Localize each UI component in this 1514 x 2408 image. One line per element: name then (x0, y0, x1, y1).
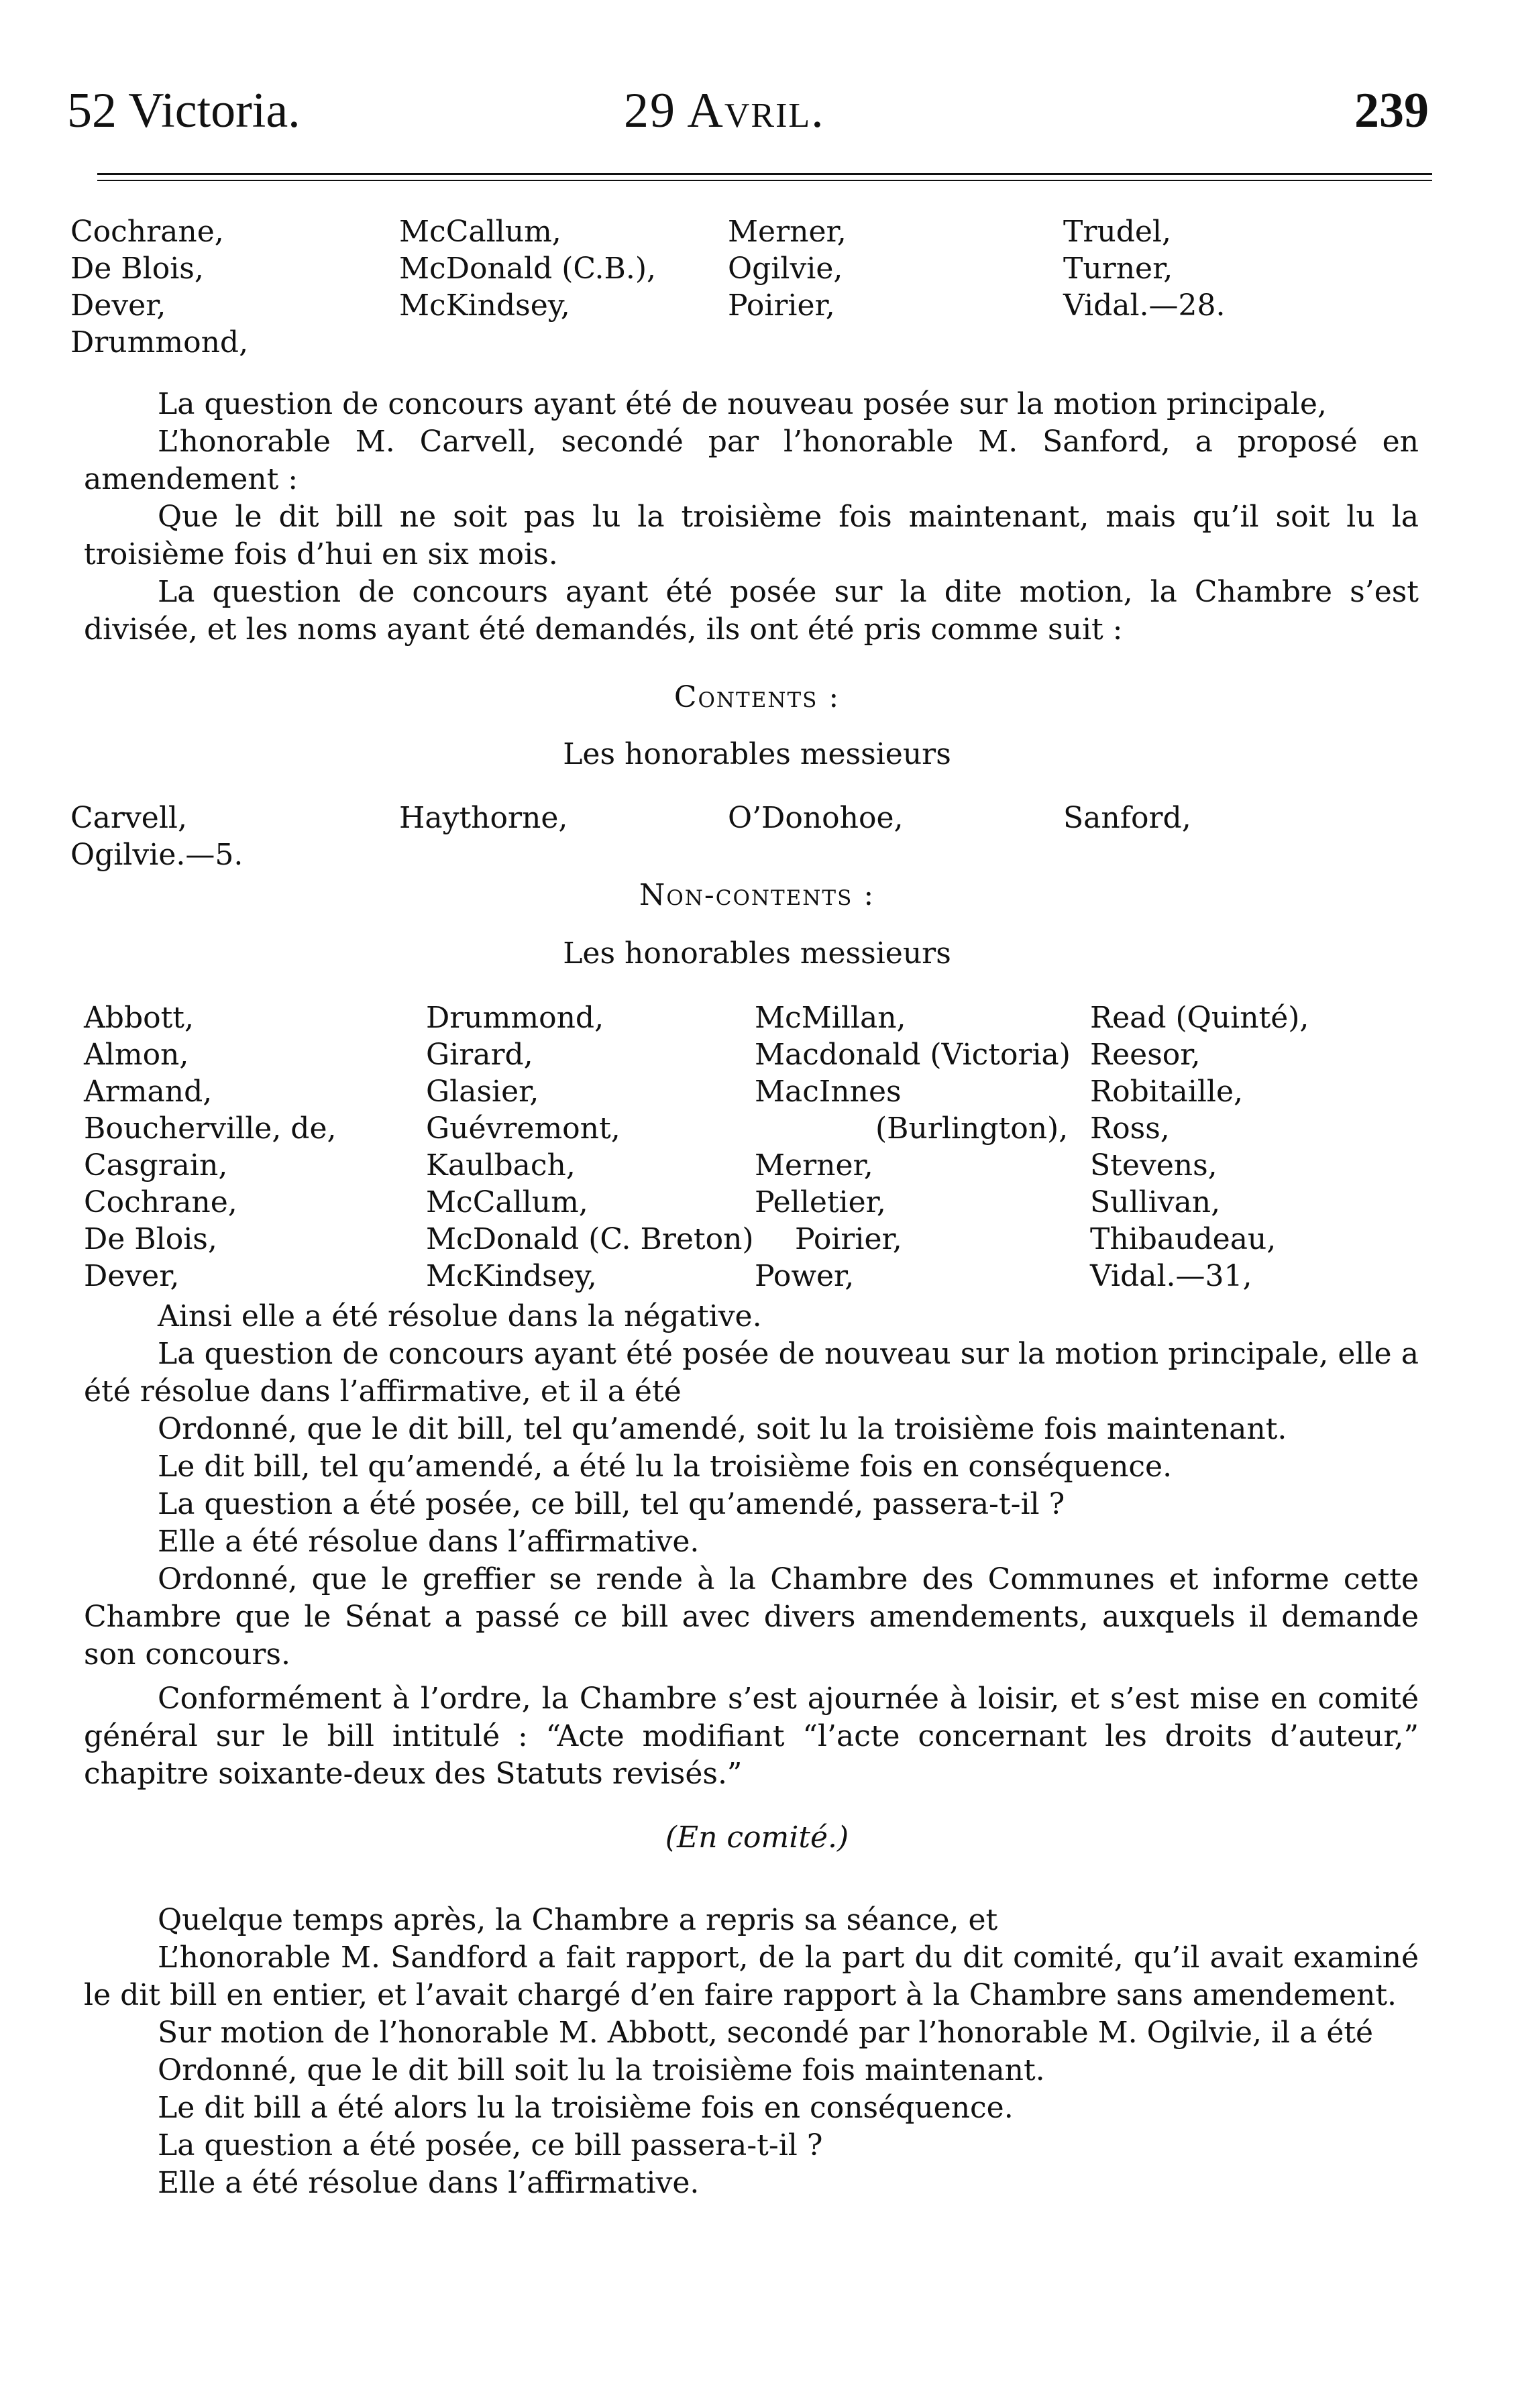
vote-name: De Blois, (70, 252, 204, 286)
vote-name: Dever, (84, 1259, 180, 1293)
vote-name: Vidal.—31, (1090, 1259, 1252, 1293)
vote-name: McKindsey, (399, 288, 570, 323)
vote-name: Glasier, (426, 1075, 539, 1109)
vote-name: Armand, (84, 1075, 213, 1109)
vote-name: Turner, (1063, 252, 1173, 286)
contents-subheading: Les honorables messieurs (563, 737, 951, 771)
vote-name: Dever, (70, 288, 166, 323)
vote-name: Kaulbach, (426, 1148, 576, 1183)
paragraph: Sur motion de l’honorable M. Abbott, secondé par l’honorable M. Ogilvie, il a été (158, 2016, 1374, 2050)
vote-name: Cochrane, (70, 215, 224, 249)
vote-name: McDonald (C.B.), (399, 252, 656, 286)
vote-name: Abbott, (84, 1001, 194, 1035)
vote-name: Merner, (728, 215, 847, 249)
vote-name: Robitaille, (1090, 1075, 1244, 1109)
vote-name: Boucherville, de, (84, 1111, 337, 1146)
vote-name: (Burlington), (875, 1111, 1069, 1146)
motion-paragraphs (84, 386, 1419, 649)
vote-name: Thibaudeau, (1090, 1222, 1277, 1256)
vote-name: Merner, (755, 1148, 873, 1183)
paragraph: Conformément à l’ordre, la Chambre s’est ajournée à loisir, et s’est mise en comité général sur le bill intitulé : “Acte modifiant “l’acte concernant les droits d’auteur,” chapitre soixante-deux des Statuts revisés.” (84, 1682, 1419, 1791)
paragraph: Le dit bill, tel qu’amendé, a été lu la troisième fois en conséquence. (158, 1449, 1173, 1484)
vote-name: Stevens, (1090, 1148, 1218, 1183)
vote-name: Reesor, (1090, 1038, 1201, 1072)
paragraph: Elle a été résolue dans l’affirmative. (158, 1525, 700, 1559)
paragraph: Que le dit bill ne soit pas lu la troisième fois maintenant, mais qu’il soit lu la troisième fois d’hui en six mois. (84, 500, 1419, 571)
vote-name: Ross, (1090, 1111, 1170, 1146)
vote-name: Power, (755, 1259, 855, 1293)
paragraph: Ordonné, que le greffier se rende à la Chambre des Communes et informe cette Chambre que le Sénat a passé ce bill avec divers amendements, auxquels il demande son concours. (84, 1562, 1419, 1672)
vote-name: Poirier, (728, 288, 835, 323)
header-date: 29 Avril. (624, 83, 825, 138)
vote-name: MacInnes (755, 1075, 902, 1109)
vote-name: Drummond, (426, 1001, 604, 1035)
en-comite-heading: (En comité.) (665, 1820, 849, 1855)
vote-name: Cochrane, (84, 1185, 237, 1219)
paragraph: La question de concours ayant été de nouveau posée sur la motion principale, (158, 387, 1327, 421)
paragraph: L’honorable M. Sandford a fait rapport, de la part du dit comité, qu’il avait examiné le dit bill en entier, et l’avait chargé d’en faire rapport à la Chambre sans amendement. (84, 1940, 1419, 2012)
vote-name: Ogilvie.—5. (70, 838, 244, 872)
vote-name: Macdonald (Victoria) (755, 1038, 1071, 1072)
vote-name: Drummond, (70, 325, 249, 360)
vote-name: O’Donohoe, (728, 801, 904, 835)
vote-name: Sullivan, (1090, 1185, 1221, 1219)
paragraph: L’honorable M. Carvell, secondé par l’honorable M. Sanford, a proposé en amendement : (84, 425, 1419, 496)
committee-paragraph (84, 1680, 1419, 1793)
paragraph: Ordonné, que le dit bill, tel qu’amendé, soit lu la troisième fois maintenant. (158, 1412, 1287, 1446)
paragraph: La question de concours ayant été posée de nouveau sur la motion principale, elle a été résolue dans l’affirmative, et il a été (84, 1337, 1419, 1409)
vote-name: Pelletier, (755, 1185, 886, 1219)
vote-name: Girard, (426, 1038, 533, 1072)
vote-name: Vidal.—28. (1063, 288, 1226, 323)
vote-name: Casgrain, (84, 1148, 228, 1183)
non-contents-heading: Non-contents : (639, 878, 875, 912)
vote-name: McMillan, (755, 1001, 906, 1035)
vote-name: McCallum, (399, 215, 561, 249)
vote-name: McKindsey, (426, 1259, 597, 1293)
vote-name: Poirier, (795, 1222, 902, 1256)
vote-name: McDonald (C. Breton) (426, 1222, 754, 1256)
header-session: 52 Victoria. (67, 83, 301, 138)
vote-name: Almon, (84, 1038, 189, 1072)
vote-name: Carvell, (70, 801, 187, 835)
vote-name: McCallum, (426, 1185, 588, 1219)
paragraph: La question a été posée, ce bill, tel qu’amendé, passera-t-il ? (158, 1487, 1065, 1521)
non-contents-subheading: Les honorables messieurs (563, 936, 951, 971)
contents-heading: Contents : (673, 680, 841, 714)
vote-name: De Blois, (84, 1222, 217, 1256)
page-header (67, 80, 1429, 154)
paragraph: Elle a été résolue dans l’affirmative. (158, 2166, 700, 2200)
vote-name: Ogilvie, (728, 252, 843, 286)
report-paragraphs (84, 1902, 1419, 2202)
header-rule (97, 173, 1432, 181)
vote-name: Guévremont, (426, 1111, 620, 1146)
paragraph: Ainsi elle a été résolue dans la négative. (158, 1299, 762, 1333)
paragraph: La question de concours ayant été posée sur la dite motion, la Chambre s’est divisée, et les noms ayant été demandés, ils ont été pris comme suit : (84, 575, 1419, 647)
paragraph: Ordonné, que le dit bill soit lu la troisième fois maintenant. (158, 2053, 1045, 2087)
paragraph: Le dit bill a été alors lu la troisième fois en conséquence. (158, 2091, 1014, 2125)
vote-name: Haythorne, (399, 801, 568, 835)
paragraph: La question a été posée, ce bill passera-t-il ? (158, 2128, 823, 2163)
vote-name: Trudel, (1063, 215, 1171, 249)
vote-name: Read (Quinté), (1090, 1001, 1309, 1035)
decision-paragraphs (84, 1298, 1419, 1674)
page-number: 239 (1354, 83, 1429, 138)
vote-name: Sanford, (1063, 801, 1191, 835)
paragraph: Quelque temps après, la Chambre a repris sa séance, et (158, 1903, 998, 1937)
